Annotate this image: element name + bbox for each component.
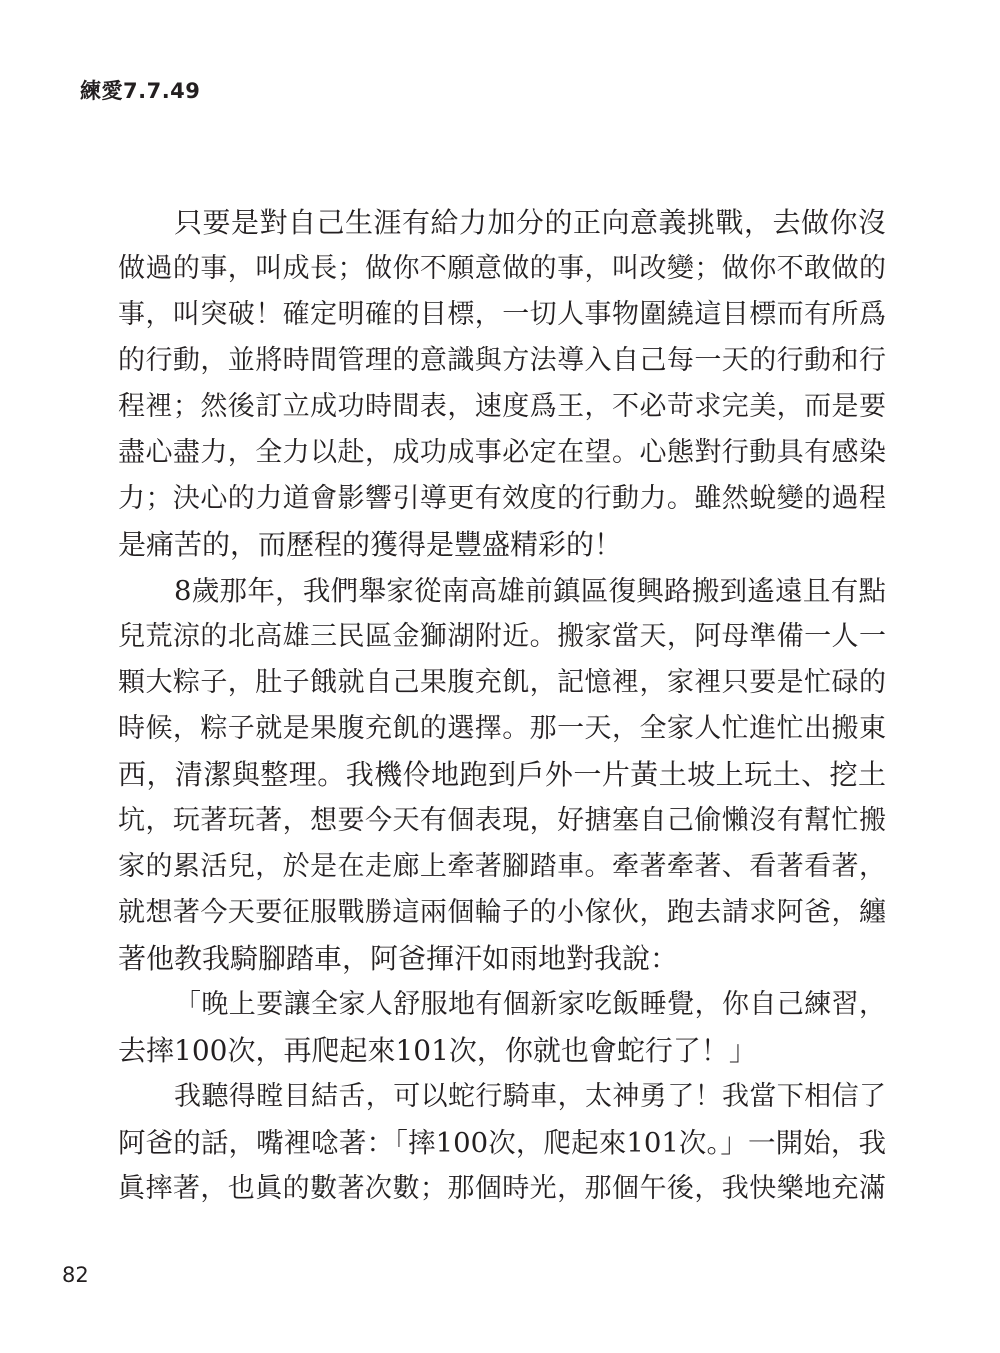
text-line: 時候，粽子就是果腹充飢的選擇。那一天，全家人忙進忙出搬東 <box>118 713 886 744</box>
text-line: 力；決心的力道會影響引導更有效度的行動力。雖然蛻變的過程 <box>118 483 886 514</box>
text-line: 是痛苦的，而歷程的獲得是豐盛精彩的！ <box>118 528 623 561</box>
text-line: 的行動，並將時間管理的意識與方法導入自己每一天的行動和行 <box>118 345 886 376</box>
text-line: 盡心盡力，全力以赴，成功成事必定在望。心態對行動具有感染 <box>118 437 886 468</box>
text-line: 坑，玩著玩著，想要今天有個表現，好搪塞自己偷懶沒有幫忙搬 <box>118 805 886 836</box>
text-line: 做過的事，叫成長；做你不願意做的事，叫改變；做你不敢做的 <box>118 253 886 284</box>
text-line: 西，清潔與整理。我機伶地跑到戶外一片黃土坡上玩土、挖土 <box>118 758 886 791</box>
text-line: 眞摔著，也眞的數著次數；那個時光，那個午後，我快樂地充滿 <box>118 1173 886 1204</box>
text-line: 事，叫突破！確定明確的目標，一切人事物圍繞這目標而有所爲 <box>118 299 886 330</box>
text-line: 8歲那年，我們舉家從南高雄前鎮區復興路搬到遙遠且有點 <box>174 575 886 607</box>
body-text <box>118 200 886 1212</box>
paragraph <box>118 200 886 568</box>
paragraph <box>118 568 886 982</box>
text-line: 只要是對自己生涯有給力加分的正向意義挑戰，去做你沒 <box>174 206 886 239</box>
text-line: 兒荒涼的北高雄三民區金獅湖附近。搬家當天，阿母準備一人一 <box>118 621 886 652</box>
text-line: 去摔100次，再爬起來101次，你就也會蛇行了！」 <box>118 1034 757 1067</box>
paragraph <box>118 1074 886 1212</box>
text-line: 「晚上要讓全家人舒服地有個新家吃飯睡覺，你自己練習， <box>174 989 886 1020</box>
page-number: 82 <box>62 1263 89 1287</box>
text-line: 顆大粽子，肚子餓就自己果腹充飢，記憶裡，家裡只要是忙碌的 <box>118 667 886 698</box>
paragraph <box>118 982 886 1074</box>
running-head: 練愛7.7.49 <box>80 79 201 103</box>
text-line: 就想著今天要征服戰勝這兩個輪子的小傢伙，跑去請求阿爸，纏 <box>118 897 886 928</box>
text-line: 家的累活兒，於是在走廊上牽著腳踏車。牽著牽著、看著看著， <box>118 851 886 882</box>
text-line: 著他教我騎腳踏車，阿爸揮汗如雨地對我說： <box>118 942 679 975</box>
text-line: 我聽得瞠目結舌，可以蛇行騎車，太神勇了！我當下相信了 <box>174 1081 886 1112</box>
text-line: 程裡；然後訂立成功時間表，速度爲王，不必苛求完美，而是要 <box>118 391 886 422</box>
text-line: 阿爸的話，嘴裡唸著：「摔100次，爬起來101次。」一開始，我 <box>118 1127 886 1159</box>
